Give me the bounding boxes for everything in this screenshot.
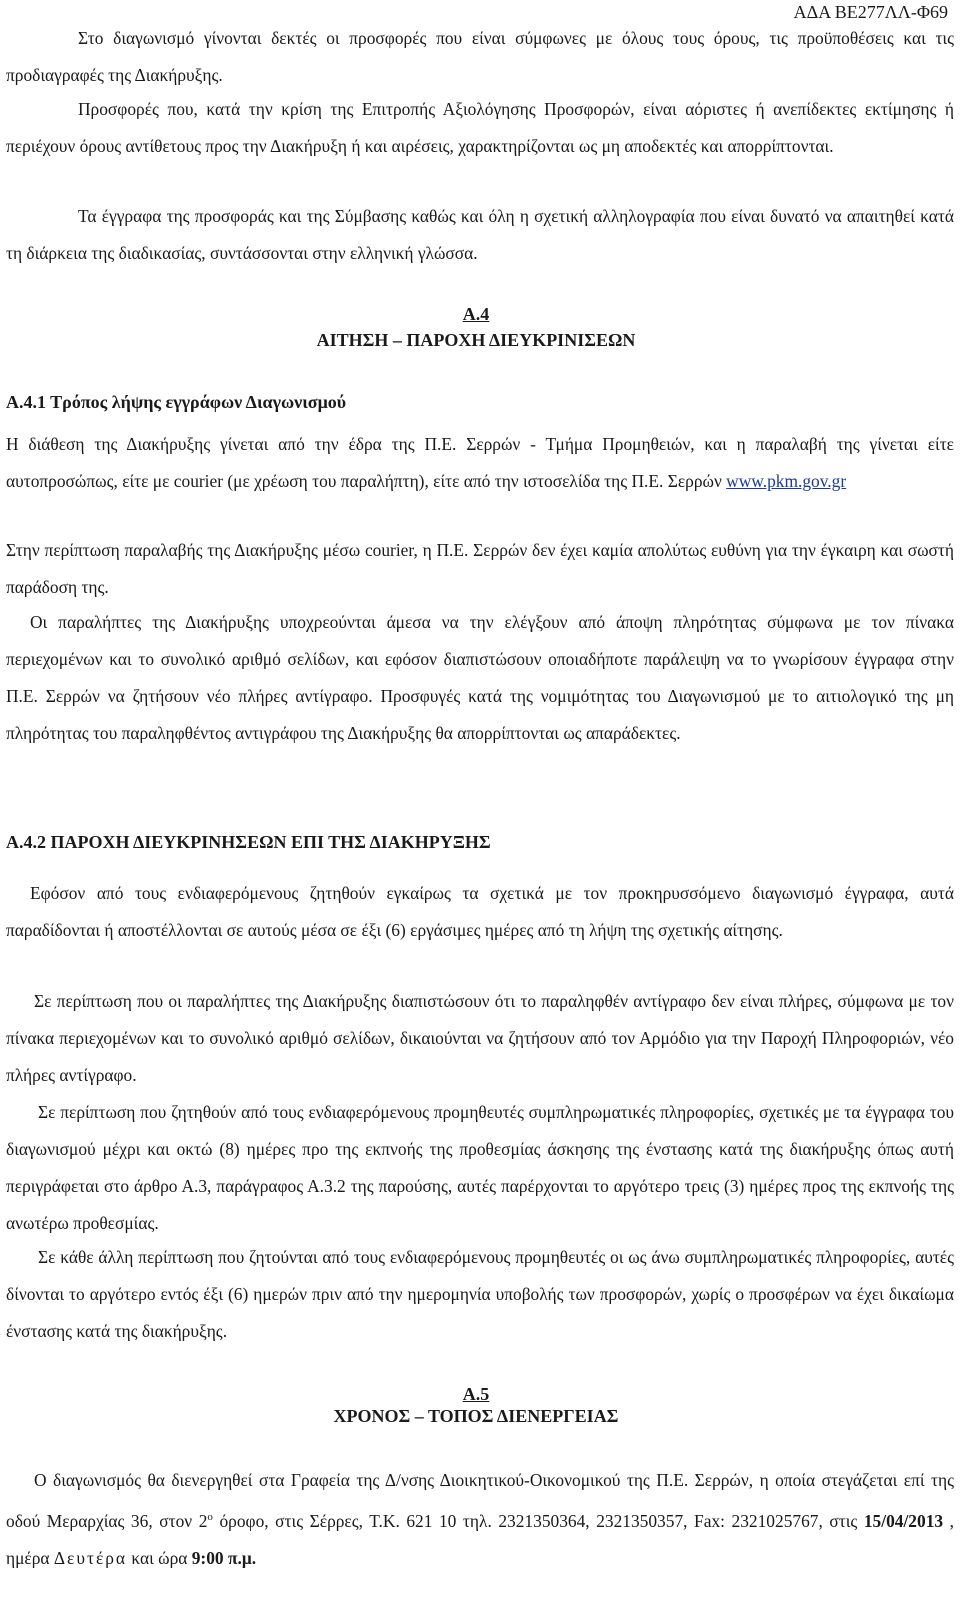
a42-paragraph-1: Εφόσον από τους ενδιαφερόμενους ζητηθούν εγκαίρως τα σχετικά με τον προκηρυσσόμενο διαγωνισμό έγγραφα, αυτά παραδίδονται ή αποστέλλονται σε αυτούς μέσα σε έξι (6) εργάσιμες ημέρες από τη λήψη της σχετικής αίτησης. xyxy=(6,883,954,940)
a5-text-a: Ο διαγωνισμός θα διενεργηθεί στα Γραφεία της Δ/νσης Διοικητικού-Οικονομικού της Π.Ε. Σερρών, η οποία στεγάζεται επί της οδού Μεραρχίας 36, στον 2 xyxy=(6,1470,954,1531)
a5-time: 9:00 π.μ. xyxy=(191,1547,257,1568)
section-a5-number: Α.5 xyxy=(462,1384,490,1404)
intro-paragraph-2: Προσφορές που, κατά την κρίση της Επιτροπής Αξιολόγησης Προσφορών, είναι αόριστες ή ανεπίδεκτες εκτίμησης ή περιέχουν όρους αντίθετους προς την Διακήρυξη ή και αιρέσεις, χαρακτηρίζονται ως μη αποδεκτές και απορρίπτονται. xyxy=(6,99,954,156)
a5-paragraph-1 xyxy=(6,1462,954,1577)
a42-paragraph-4: Σε κάθε άλλη περίπτωση που ζητούνται από τους ενδιαφερόμενους προμηθευτές οι ως άνω συμπληρωματικές πληροφορίες, αυτές δίνονται το αργότερο εντός έξι (6) ημερών πριν από την ημερομηνία υποβολής των προσφορών, χωρίς ο προσφέρων να έχει δικαίωμα ένστασης κατά της διακήρυξης. xyxy=(6,1247,954,1341)
subsection-a42-title: Α.4.2 ΠΑΡΟΧΗ ΔΙΕΥΚΡΙΝΗΣΕΩΝ ΕΠΙ ΤΗΣ ΔΙΑΚΗΡΥΞΗΣ xyxy=(6,832,491,852)
intro-paragraph-1: Στο διαγωνισμό γίνονται δεκτές οι προσφορές που είναι σύμφωνες με όλους τους όρους, τις προϋποθέσεις και τις προδιαγραφές της Διακήρυξης. xyxy=(6,28,954,85)
a5-floor-superscript: ο xyxy=(207,1511,213,1523)
a42-paragraph-3: Σε περίπτωση που ζητηθούν από τους ενδιαφερόμενους προμηθευτές συμπληρωματικές πληροφορίες, σχετικές με τα έγγραφα του διαγωνισμού μέχρι και οκτώ (8) ημέρες προ της εκπνοής της προθεσμίας άσκησης της ένστασης κατά της διακήρυξης όπως αυτή περιγράφεται στο άρθρο Α.3, παράγραφος Α.3.2 της παρούσης, αυτές παρέρχονται το αργότερο τρεις (3) ημέρες προς της εκπνοής της ανωτέρω προθεσμίας. xyxy=(6,1102,954,1233)
a42-paragraph-2: Σε περίπτωση που οι παραλήπτες της Διακήρυξης διαπιστώσουν ότι το παραληφθέν αντίγραφο δεν είναι πλήρες, σύμφωνα με τον πίνακα περιεχομένων και το συνολικό αριθμό σελίδων, δικαιούνται να ζητήσουν από τον Αρμόδιο για την Παροχή Πληροφοριών, νέο πλήρες αντίγραφο. xyxy=(6,991,954,1085)
a5-text-d: και ώρα xyxy=(127,1547,192,1568)
a5-day: Δευτέρα xyxy=(53,1547,128,1568)
ada-code: ΑΔΑ ΒΕ277ΛΛ-Φ69 xyxy=(793,2,948,22)
intro-paragraph-3: Τα έγγραφα της προσφοράς και της Σύμβασης καθώς και όλη η σχετική αλληλογραφία που είναι δυνατό να απαιτηθεί κατά τη διάρκεια της διαδικασίας, συντάσσονται στην ελληνική γλώσσα. xyxy=(6,206,954,263)
a41-paragraph-3: Οι παραλήπτες της Διακήρυξης υποχρεούνται άμεσα να την ελέγξουν από άποψη πληρότητας σύμφωνα με τον πίνακα περιεχομένων και το συνολικό αριθμό σελίδων, και εφόσον διαπιστώσουν οποιαδήποτε παράλειψη να το γνωρίσουν έγγραφα στην Π.Ε. Σερρών να ζητήσουν νέο πλήρες αντίγραφο. Προσφυγές κατά της νομιμότητας του Διαγωνισμού με το αιτιολογικό της μη πληρότητας του παραληφθέντος αντιγράφου της Διακήρυξης θα απορρίπτονται ως απαράδεκτες. xyxy=(6,612,954,743)
a41-paragraph-1 xyxy=(6,426,954,500)
a5-text-c: , ημέρα xyxy=(6,1510,954,1568)
section-a5-title: ΧΡΟΝΟΣ – ΤΟΠΟΣ ΔΙΕΝΕΡΓΕΙΑΣ xyxy=(333,1406,619,1426)
subsection-a41-title: Α.4.1 Τρόπος λήψης εγγράφων Διαγωνισμού xyxy=(6,392,347,412)
a41-paragraph-1-text: Η διάθεση της Διακήρυξης γίνεται από την έδρα της Π.Ε. Σερρών - Τμήμα Προμηθειών, και η παραλαβή της γίνεται είτε αυτοπροσώπως, είτε με courier (με χρέωση του παραλήπτη), είτε από την ιστοσελίδα της Π.Ε. Σερρών xyxy=(6,434,954,491)
a41-paragraph-2: Στην περίπτωση παραλαβής της Διακήρυξης μέσω courier, η Π.Ε. Σερρών δεν έχει καμία απολύτως ευθύνη για την έγκαιρη και σωστή παράδοση της. xyxy=(6,540,954,597)
a5-text-b: όροφο, στις Σέρρες, Τ.Κ. 621 10 τηλ. 2321350364, 2321350357, Fax: 2321025767, στις xyxy=(212,1510,864,1531)
section-a4-title: ΑΙΤΗΣΗ – ΠΑΡΟΧΗ ΔΙΕΥΚΡΙΝΙΣΕΩΝ xyxy=(316,330,636,350)
section-a4-number: Α.4 xyxy=(462,304,490,324)
a5-date: 15/04/2013 xyxy=(863,1510,944,1531)
pkm-website-link[interactable]: www.pkm.gov.gr xyxy=(726,471,847,491)
